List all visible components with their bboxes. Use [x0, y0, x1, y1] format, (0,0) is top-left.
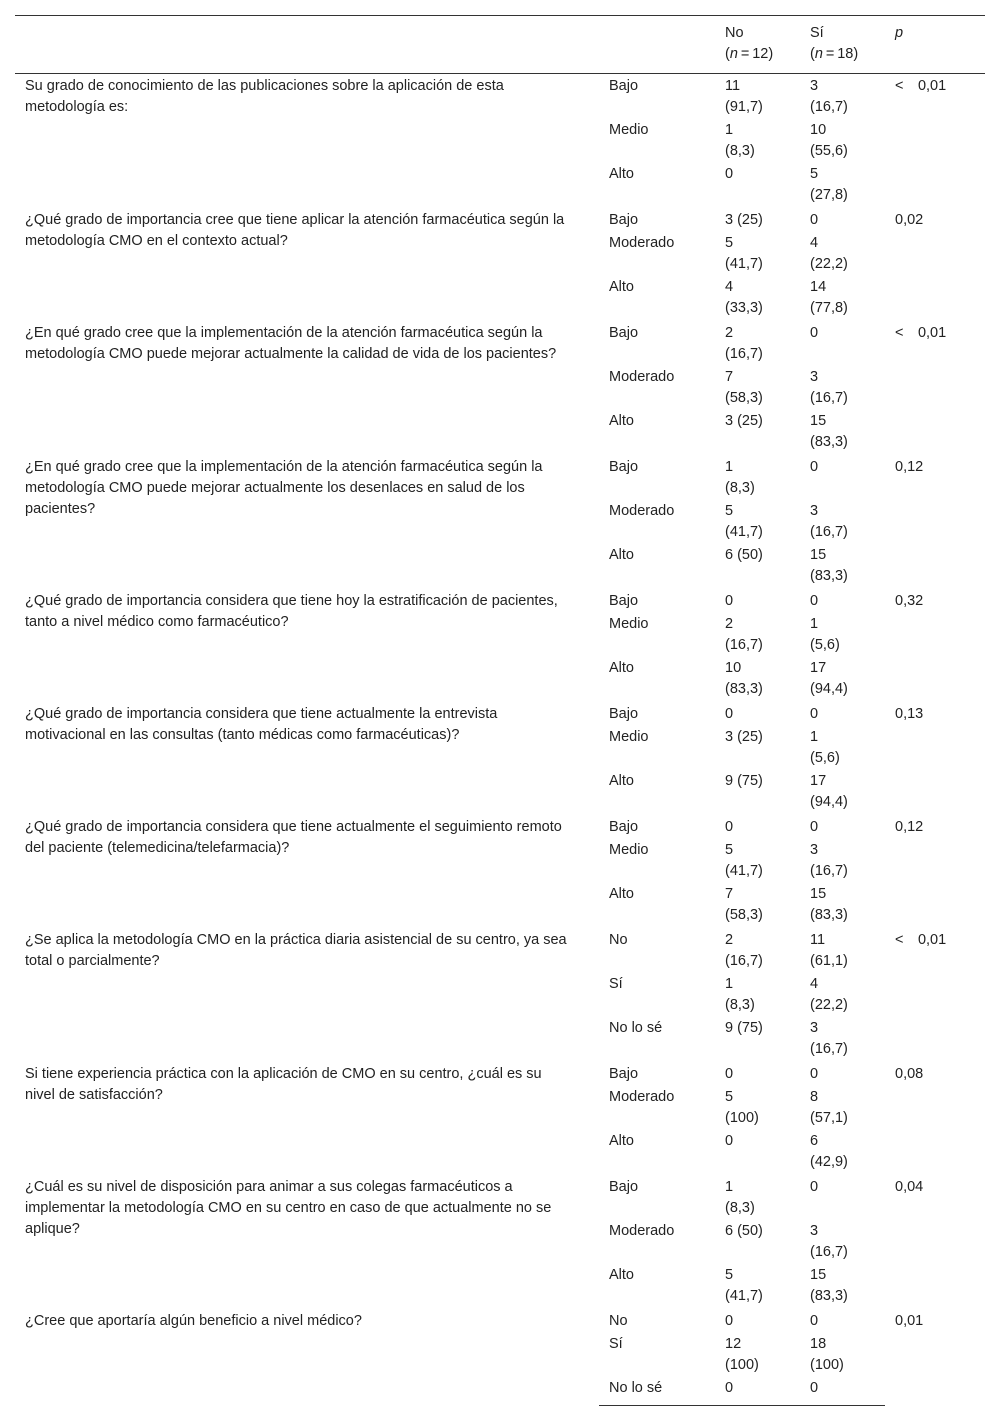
si-value — [800, 1131, 885, 1175]
cell-value-line: 2 — [725, 616, 734, 632]
cell-value-line: 5 — [725, 503, 734, 519]
table-row — [15, 702, 985, 727]
cell-value-line: (58,3) — [725, 390, 763, 406]
question-text: ¿En qué grado cree que la implementación de la atención farmacéutica según la metodología CMO puede mejorar actualmente los desenlaces en salud de los pacientes? — [25, 459, 543, 517]
option-label: Alto — [609, 773, 634, 789]
p-value: < 0,01 — [895, 325, 947, 341]
p-value: 0,08 — [895, 1066, 924, 1082]
no-value — [715, 321, 800, 367]
si-value — [800, 120, 885, 164]
question-text: Si tiene experiencia práctica con la aplicación de CMO en su centro, ¿cuál es su nivel de satisfacción? — [25, 1066, 542, 1103]
cell-value-line: 18 — [810, 1336, 827, 1352]
cell-value-line: (5,6) — [810, 637, 840, 653]
table-row — [15, 815, 985, 840]
cell-value-line: (83,3) — [810, 434, 848, 450]
header-si-n: (n = 18) — [810, 46, 859, 62]
cell-value-line: 5 — [810, 166, 819, 182]
no-value — [715, 277, 800, 321]
cell-value-line: 7 — [725, 369, 734, 385]
si-value — [800, 614, 885, 658]
no-value — [715, 771, 800, 815]
no-value — [715, 589, 800, 614]
option-label: Alto — [609, 886, 634, 902]
cell-value-line: 4 — [810, 976, 819, 992]
cell-value: 0 — [810, 706, 819, 722]
table-body — [15, 74, 985, 1406]
cell-value: 0 — [810, 1179, 819, 1195]
cell-value-line: (8,3) — [725, 480, 755, 496]
header-row — [15, 16, 985, 74]
no-value — [715, 455, 800, 501]
si-value — [800, 277, 885, 321]
cell-value-line: (41,7) — [725, 256, 763, 272]
cell-value: 0 — [725, 1380, 734, 1396]
si-value — [800, 1062, 885, 1087]
cell-value: 0 — [725, 593, 734, 609]
cell-value-line: (100) — [725, 1110, 759, 1126]
no-value — [715, 928, 800, 974]
option-label: Bajo — [609, 78, 639, 94]
si-value — [800, 1334, 885, 1378]
no-value — [715, 840, 800, 884]
no-value — [715, 120, 800, 164]
cell-value-line: (22,2) — [810, 256, 848, 272]
no-value — [715, 1378, 800, 1406]
question-text: ¿Cuál es su nivel de disposición para animar a sus colegas farmacéuticos a implementar la metodología CMO en su centro en caso de que actualmente no se aplique? — [25, 1179, 552, 1237]
no-value — [715, 74, 800, 121]
option-label: Alto — [609, 166, 634, 182]
cell-value-line: 15 — [810, 1267, 827, 1283]
cell-value-line: 12 — [725, 1336, 742, 1352]
question-text: ¿Qué grado de importancia considera que tiene actualmente el seguimiento remoto del paciente (telemedicina/telefarmacia)? — [25, 819, 562, 856]
cell-value-line: 11 — [725, 78, 741, 94]
cell-value-line: 5 — [725, 1267, 734, 1283]
option-label: Moderado — [609, 503, 675, 519]
cell-value: 9 (75) — [725, 773, 763, 789]
cell-value-line: 17 — [810, 660, 827, 676]
cell-value-line: (77,8) — [810, 300, 848, 316]
si-value — [800, 589, 885, 614]
si-value — [800, 1309, 885, 1334]
cell-value: 0 — [725, 706, 734, 722]
cell-value: 0 — [810, 459, 819, 475]
table-row — [15, 1309, 985, 1334]
p-value: 0,02 — [895, 212, 924, 228]
cell-value-line: (55,6) — [810, 143, 848, 159]
si-value — [800, 815, 885, 840]
option-label: Bajo — [609, 325, 639, 341]
si-value — [800, 1265, 885, 1309]
cell-value-line: 3 — [810, 503, 819, 519]
si-value — [800, 928, 885, 974]
si-value — [800, 501, 885, 545]
cell-value-line: 2 — [725, 325, 734, 341]
si-value — [800, 771, 885, 815]
cell-value-line: (94,4) — [810, 681, 848, 697]
cell-value-line: 4 — [725, 279, 734, 295]
option-label: Sí — [609, 976, 623, 992]
cell-value-line: (83,3) — [725, 681, 763, 697]
cell-value-line: (94,4) — [810, 794, 848, 810]
cell-value-line: 10 — [810, 122, 827, 138]
cell-value-line: (16,7) — [810, 390, 848, 406]
table-row — [15, 455, 985, 501]
header-si-label: Sí — [810, 25, 824, 41]
header-si — [800, 16, 885, 74]
option-label: Bajo — [609, 819, 639, 835]
table-row — [15, 1062, 985, 1087]
cell-value-line: (83,3) — [810, 1288, 848, 1304]
si-value — [800, 884, 885, 928]
no-value — [715, 1018, 800, 1062]
cell-value-line: 5 — [725, 1089, 734, 1105]
si-value — [800, 1175, 885, 1221]
cell-value-line: 4 — [810, 235, 819, 251]
cell-value-line: (57,1) — [810, 1110, 848, 1126]
no-value — [715, 1221, 800, 1265]
results-table — [15, 15, 985, 1406]
cell-value-line: (27,8) — [810, 187, 848, 203]
cell-value-line: 17 — [810, 773, 827, 789]
no-value — [715, 1175, 800, 1221]
table-header — [15, 16, 985, 74]
cell-value-line: 3 — [810, 369, 819, 385]
cell-value-line: 5 — [725, 235, 734, 251]
question-text: ¿Qué grado de importancia considera que tiene actualmente la entrevista motivacional en las consultas (tanto médicas como farmacéuticas)? — [25, 706, 498, 743]
cell-value-line: 1 — [725, 1179, 734, 1195]
cell-value-line: (16,7) — [810, 524, 848, 540]
no-value — [715, 164, 800, 208]
p-value: < 0,01 — [895, 78, 947, 94]
table-row — [15, 589, 985, 614]
cell-value: 0 — [725, 1133, 734, 1149]
cell-value-line: (8,3) — [725, 997, 755, 1013]
no-value — [715, 727, 800, 771]
cell-value-line: 14 — [810, 279, 827, 295]
cell-value-line: 2 — [725, 932, 734, 948]
p-value: 0,32 — [895, 593, 924, 609]
option-label: Medio — [609, 616, 649, 632]
option-label: Alto — [609, 1267, 634, 1283]
cell-value: 0 — [810, 1066, 819, 1082]
cell-value-line: (16,7) — [810, 863, 848, 879]
cell-value-line: 15 — [810, 886, 827, 902]
option-label: Bajo — [609, 706, 639, 722]
option-label: No — [609, 1313, 628, 1329]
cell-value-line: (16,7) — [725, 953, 763, 969]
option-label: Bajo — [609, 459, 639, 475]
no-value — [715, 208, 800, 233]
option-label: Medio — [609, 842, 649, 858]
si-value — [800, 164, 885, 208]
option-label: Medio — [609, 729, 649, 745]
cell-value-line: 3 — [810, 842, 819, 858]
option-label: No lo sé — [599, 1378, 715, 1406]
p-value: 0,12 — [895, 459, 924, 475]
no-value — [715, 367, 800, 411]
no-value — [715, 1334, 800, 1378]
cell-value: 0 — [810, 1380, 819, 1396]
si-value — [800, 74, 885, 121]
option-label: No — [609, 932, 628, 948]
question-text: Su grado de conocimiento de las publicaciones sobre la aplicación de esta metodología es: — [25, 78, 504, 115]
cell-value-line: (41,7) — [725, 1288, 763, 1304]
cell-value: 0 — [810, 212, 819, 228]
header-p-label: p — [895, 25, 904, 41]
table-row — [15, 1175, 985, 1221]
question-text: ¿Se aplica la metodología CMO en la práctica diaria asistencial de su centro, ya sea total o parcialmente? — [25, 932, 567, 969]
no-value — [715, 1309, 800, 1334]
no-value — [715, 501, 800, 545]
cell-value-line: (41,7) — [725, 863, 763, 879]
no-value — [715, 614, 800, 658]
option-label: No lo sé — [609, 1020, 663, 1036]
si-value — [800, 208, 885, 233]
cell-value-line: 15 — [810, 413, 827, 429]
table-row — [15, 321, 985, 367]
cell-value-line: (42,9) — [810, 1154, 848, 1170]
cell-value-line: 15 — [810, 547, 827, 563]
header-no-label: No — [725, 25, 744, 41]
option-label: Medio — [609, 122, 649, 138]
option-label: Bajo — [609, 593, 639, 609]
p-value: < 0,01 — [895, 932, 947, 948]
question-text: ¿Qué grado de importancia cree que tiene aplicar la atención farmacéutica según la metodología CMO en el contexto actual? — [25, 212, 565, 249]
question-text: ¿En qué grado cree que la implementación de la atención farmacéutica según la metodología CMO puede mejorar actualmente la calidad de vida de los pacientes? — [25, 325, 557, 362]
si-value — [800, 727, 885, 771]
cell-value: 3 (25) — [725, 729, 763, 745]
cell-value-line: 1 — [725, 459, 734, 475]
no-value — [715, 658, 800, 702]
cell-value: 0 — [810, 1313, 819, 1329]
si-value — [800, 1018, 885, 1062]
p-value: 0,01 — [895, 1313, 924, 1329]
cell-value-line: 11 — [810, 932, 826, 948]
cell-value: 0 — [810, 593, 819, 609]
question-text: ¿Qué grado de importancia considera que tiene hoy la estratificación de pacientes, tanto a nivel médico como farmacéutico? — [25, 593, 558, 630]
si-value — [800, 411, 885, 455]
cell-value-line: 6 — [810, 1133, 819, 1149]
cell-value-line: (16,7) — [810, 1244, 848, 1260]
cell-value-line: 1 — [810, 616, 819, 632]
option-label: Alto — [609, 413, 634, 429]
cell-value-line: (16,7) — [725, 637, 763, 653]
si-value — [800, 840, 885, 884]
si-value — [800, 1378, 885, 1406]
si-value — [800, 702, 885, 727]
si-value — [800, 455, 885, 501]
cell-value-line: (22,2) — [810, 997, 848, 1013]
cell-value-line: 8 — [810, 1089, 819, 1105]
si-value — [800, 321, 885, 367]
cell-value-line: 10 — [725, 660, 742, 676]
cell-value-line: 1 — [725, 976, 734, 992]
cell-value-line: 3 — [810, 1223, 819, 1239]
no-value — [715, 233, 800, 277]
cell-value: 0 — [810, 819, 819, 835]
no-value — [715, 974, 800, 1018]
si-value — [800, 367, 885, 411]
cell-value: 6 (50) — [725, 547, 763, 563]
cell-value: 0 — [725, 819, 734, 835]
option-label: Alto — [609, 660, 634, 676]
p-value: 0,13 — [895, 706, 924, 722]
cell-value-line: (100) — [810, 1357, 844, 1373]
no-value — [715, 411, 800, 455]
cell-value-line: 1 — [725, 122, 734, 138]
cell-value-line: (8,3) — [725, 1200, 755, 1216]
cell-value-line: 1 — [810, 729, 819, 745]
si-value — [800, 1087, 885, 1131]
option-label: Alto — [609, 279, 634, 295]
no-value — [715, 884, 800, 928]
header-p — [885, 16, 985, 74]
cell-value-line: (83,3) — [810, 907, 848, 923]
cell-value-line: (58,3) — [725, 907, 763, 923]
si-value — [800, 545, 885, 589]
cell-value: 3 (25) — [725, 212, 763, 228]
cell-value-line: (16,7) — [810, 1041, 848, 1057]
option-label: Moderado — [609, 1089, 675, 1105]
cell-value: 0 — [725, 166, 734, 182]
option-label: Moderado — [609, 235, 675, 251]
cell-value-line: (100) — [725, 1357, 759, 1373]
cell-value: 0 — [725, 1066, 734, 1082]
header-question — [15, 16, 599, 74]
option-label: Bajo — [609, 1179, 639, 1195]
cell-value-line: (91,7) — [725, 99, 763, 115]
no-value — [715, 1087, 800, 1131]
cell-value: 0 — [810, 325, 819, 341]
option-label: Sí — [609, 1336, 623, 1352]
cell-value-line: (5,6) — [810, 750, 840, 766]
p-value: 0,04 — [895, 1179, 924, 1195]
table-row — [15, 74, 985, 121]
cell-value: 6 (50) — [725, 1223, 763, 1239]
option-label: Alto — [609, 1133, 634, 1149]
si-value — [800, 658, 885, 702]
cell-value-line: (83,3) — [810, 568, 848, 584]
header-no-n: (n = 12) — [725, 46, 774, 62]
header-no — [715, 16, 800, 74]
table-row — [15, 208, 985, 233]
no-value — [715, 1131, 800, 1175]
no-value — [715, 1265, 800, 1309]
cell-value-line: (16,7) — [725, 346, 763, 362]
no-value — [715, 815, 800, 840]
cell-value-line: (8,3) — [725, 143, 755, 159]
cell-value-line: 5 — [725, 842, 734, 858]
option-label: Bajo — [609, 1066, 639, 1082]
cell-value: 3 (25) — [725, 413, 763, 429]
si-value — [800, 1221, 885, 1265]
cell-value-line: 3 — [810, 1020, 819, 1036]
si-value — [800, 233, 885, 277]
table-row — [15, 928, 985, 974]
question-text: ¿Cree que aportaría algún beneficio a nivel médico? — [25, 1313, 362, 1329]
header-option — [599, 16, 715, 74]
cell-value: 9 (75) — [725, 1020, 763, 1036]
results-table-container — [15, 15, 985, 1406]
option-label: Moderado — [609, 1223, 675, 1239]
no-value — [715, 702, 800, 727]
cell-value-line: (33,3) — [725, 300, 763, 316]
no-value — [715, 545, 800, 589]
cell-value-line: (16,7) — [810, 99, 848, 115]
no-value — [715, 1062, 800, 1087]
option-label: Bajo — [609, 212, 639, 228]
option-label: Moderado — [609, 369, 675, 385]
p-value: 0,12 — [895, 819, 924, 835]
cell-value-line: (41,7) — [725, 524, 763, 540]
si-value — [800, 974, 885, 1018]
cell-value-line: 7 — [725, 886, 734, 902]
option-label: Alto — [609, 547, 634, 563]
cell-value-line: 3 — [810, 78, 819, 94]
cell-value: 0 — [725, 1313, 734, 1329]
cell-value-line: (61,1) — [810, 953, 848, 969]
